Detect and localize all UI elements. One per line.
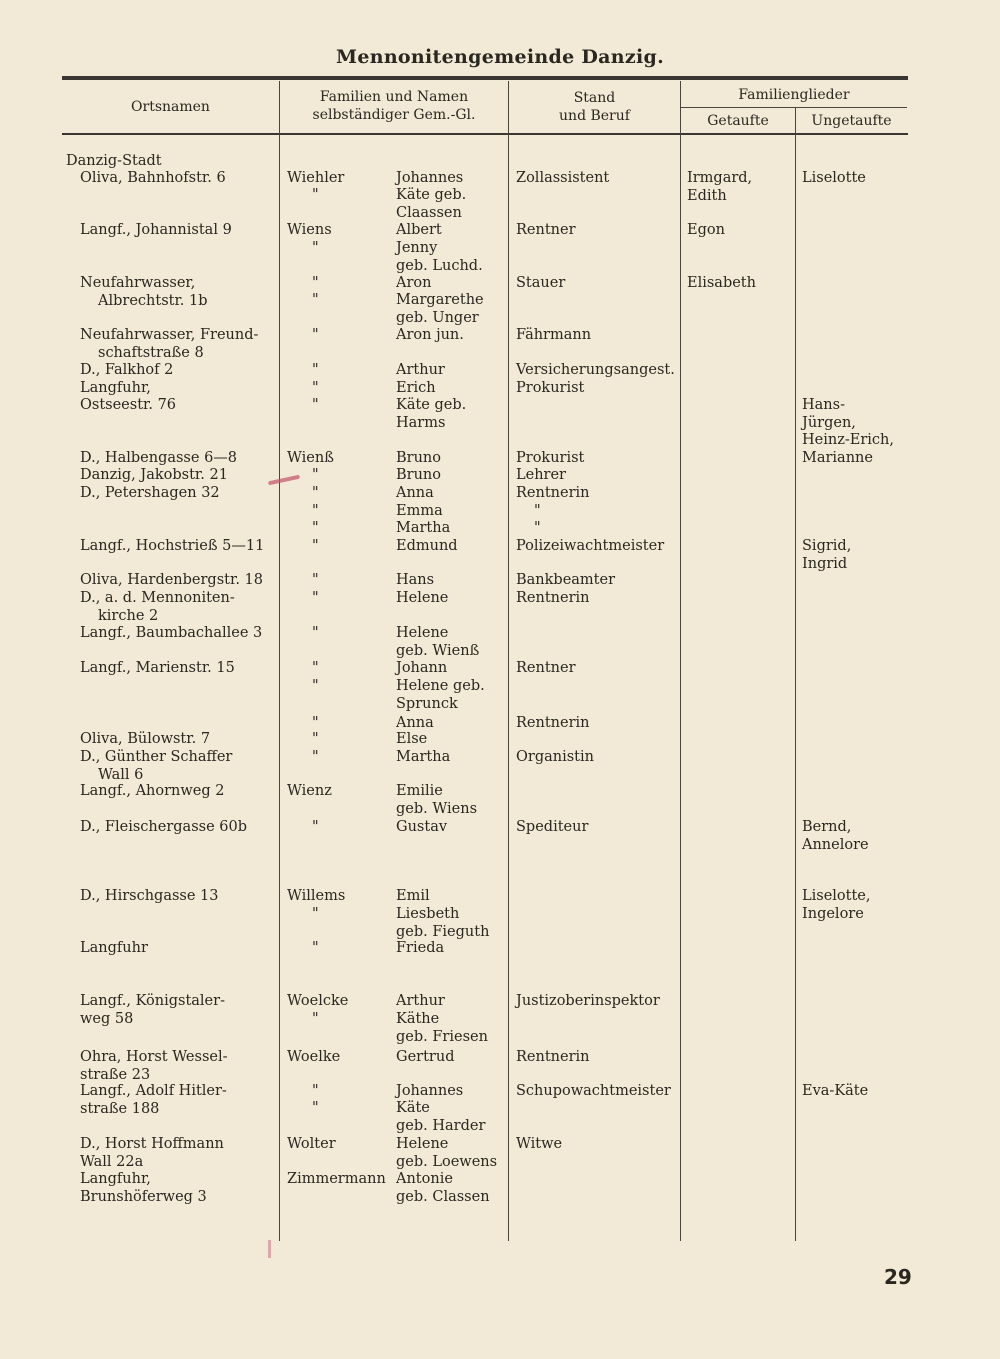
ditto-mark: ": [312, 1083, 319, 1099]
unbaptized-members-cell: Liselotte, Ingelore: [802, 888, 871, 922]
given-name-cell: Liesbeth geb. Fieguth: [396, 906, 490, 940]
family-name-cell: Wolter: [287, 1136, 336, 1152]
given-name-cell: Gertrud: [396, 1049, 455, 1065]
occupation-cell: ": [534, 520, 541, 536]
occupation-cell: Rentnerin: [516, 1049, 590, 1065]
given-name-cell: Johannes: [396, 170, 464, 186]
given-name-cell: Helene geb. Loewens: [396, 1136, 498, 1170]
address-cell: Langf., Adolf Hitler- straße 188: [80, 1083, 227, 1117]
top-rule: [62, 76, 908, 80]
occupation-cell: Rentnerin: [516, 715, 590, 731]
address-cell: Ostseestr. 76: [80, 397, 177, 413]
address-cell: D., Günther Schaffer Wall 6: [80, 749, 233, 783]
unbaptized-members-cell: Sigrid, Ingrid: [802, 538, 852, 572]
address-cell: Langf., Ahornweg 2: [80, 783, 225, 799]
occupation-cell: Fährmann: [516, 327, 592, 343]
ditto-mark: ": [312, 485, 319, 501]
address-cell: D., Fleischergasse 60b: [80, 819, 247, 835]
occupation-cell: Rentner: [516, 660, 576, 676]
occupation-cell: Rentnerin: [516, 590, 590, 606]
family-name-cell: Wiens: [287, 222, 332, 238]
family-name-cell: Woelcke: [287, 993, 349, 1009]
baptized-members-cell: Irmgard, Edith: [687, 170, 753, 204]
address-cell: Danzig, Jakobstr. 21: [80, 467, 228, 483]
family-name-cell: Woelke: [287, 1049, 341, 1065]
column-divider: [795, 108, 796, 1241]
ditto-mark: ": [312, 538, 319, 554]
given-name-cell: Aron: [396, 275, 432, 291]
given-name-cell: Arthur: [396, 993, 445, 1009]
page-number: 29: [884, 1265, 912, 1289]
occupation-cell: Zollassistent: [516, 170, 610, 186]
occupation-cell: Rentnerin: [516, 485, 590, 501]
ditto-mark: ": [312, 906, 319, 922]
address-cell: D., Halbengasse 6—8: [80, 450, 238, 466]
occupation-cell: Lehrer: [516, 467, 566, 483]
ditto-mark: ": [312, 503, 319, 519]
given-name-cell: Aron jun.: [396, 327, 464, 343]
family-name-cell: Wiehler: [287, 170, 345, 186]
given-name-cell: Käthe geb. Friesen: [396, 1011, 488, 1045]
occupation-cell: Prokurist: [516, 450, 585, 466]
address-cell: Langfuhr,: [80, 380, 151, 396]
address-cell: Neufahrwasser, Albrechtstr. 1b: [80, 275, 208, 309]
column-divider: [279, 81, 280, 1241]
address-cell: D., Petershagen 32: [80, 485, 220, 501]
occupation-cell: Schupowachtmeister: [516, 1083, 671, 1099]
given-name-cell: Erich: [396, 380, 436, 396]
header-ortsnamen: Ortsnamen: [131, 99, 210, 115]
pen-mark: [268, 1240, 271, 1258]
occupation-cell: ": [534, 503, 541, 519]
ditto-mark: ": [312, 678, 319, 694]
given-name-cell: Jenny geb. Luchd.: [396, 240, 483, 274]
address-cell: D., a. d. Mennoniten- kirche 2: [80, 590, 235, 624]
occupation-cell: Organistin: [516, 749, 594, 765]
header-familien: [280, 88, 508, 124]
occupation-cell: Bankbeamter: [516, 572, 616, 588]
subheader-rule: [681, 107, 907, 108]
given-name-cell: Else: [396, 731, 428, 747]
given-name-cell: Emilie geb. Wiens: [396, 783, 478, 817]
ditto-mark: ": [312, 731, 319, 747]
occupation-cell: Witwe: [516, 1136, 563, 1152]
unbaptized-members-cell: Hans- Jürgen, Heinz-Erich, Marianne: [802, 397, 894, 466]
given-name-cell: Antonie geb. Classen: [396, 1171, 490, 1205]
given-name-cell: Arthur: [396, 362, 445, 378]
column-divider: [680, 81, 681, 1241]
given-name-cell: Edmund: [396, 538, 458, 554]
ditto-mark: ": [312, 715, 319, 731]
ditto-mark: ": [312, 362, 319, 378]
ditto-mark: ": [312, 660, 319, 676]
column-divider: [508, 81, 509, 1241]
given-name-cell: Gustav: [396, 819, 448, 835]
header-stand: [509, 89, 680, 125]
header-getaufte: Getaufte: [707, 113, 769, 129]
ditto-mark: ": [312, 187, 319, 203]
page-title: Mennonitengemeinde Danzig.: [335, 46, 665, 68]
ditto-mark: ": [312, 520, 319, 536]
occupation-cell: Spediteur: [516, 819, 589, 835]
given-name-cell: Johannes: [396, 1083, 464, 1099]
header-familien-line1: Familien und Namen: [319, 89, 469, 105]
given-name-cell: Helene geb. Wienß: [396, 625, 480, 659]
ditto-mark: ": [312, 292, 319, 308]
given-name-cell: Martha: [396, 520, 451, 536]
given-name-cell: Margarethe geb. Unger: [396, 292, 484, 326]
address-cell: Langf., Marienstr. 15: [80, 660, 235, 676]
occupation-cell: Versicherungsangest.: [516, 362, 675, 378]
header-stand-line1: Stand: [573, 90, 616, 106]
address-cell: D., Falkhof 2: [80, 362, 174, 378]
given-name-cell: Anna: [396, 485, 434, 501]
occupation-cell: Polizeiwachtmeister: [516, 538, 665, 554]
given-name-cell: Helene: [396, 590, 449, 606]
ditto-mark: ": [312, 1100, 319, 1116]
unbaptized-members-cell: Eva-Käte: [802, 1083, 869, 1099]
given-name-cell: Emma: [396, 503, 443, 519]
given-name-cell: Bruno: [396, 450, 441, 466]
family-name-cell: Wienz: [287, 783, 332, 799]
given-name-cell: Käte geb. Harms: [396, 397, 467, 431]
given-name-cell: Johann: [396, 660, 448, 676]
header-rule: [62, 133, 908, 135]
given-name-cell: Käte geb. Claassen: [396, 187, 467, 221]
address-cell: Langf., Königstaler- weg 58: [80, 993, 225, 1027]
occupation-cell: Stauer: [516, 275, 566, 291]
ditto-mark: ": [312, 572, 319, 588]
address-cell: Langf., Hochstrieß 5—11: [80, 538, 265, 554]
given-name-cell: Käte geb. Harder: [396, 1100, 486, 1134]
family-name-cell: Zimmermann: [287, 1171, 386, 1187]
ditto-mark: ": [312, 819, 319, 835]
ditto-mark: ": [312, 1011, 319, 1027]
ditto-mark: ": [312, 275, 319, 291]
ditto-mark: ": [312, 749, 319, 765]
given-name-cell: Bruno: [396, 467, 441, 483]
address-cell: Langf., Baumbachallee 3: [80, 625, 263, 641]
unbaptized-members-cell: Liselotte: [802, 170, 866, 186]
header-familien-line2: selbständiger Gem.-Gl.: [312, 107, 476, 123]
ditto-mark: ": [312, 397, 319, 413]
header-ungetaufte: Ungetaufte: [811, 113, 892, 129]
address-cell: Langf., Johannistal 9: [80, 222, 232, 238]
given-name-cell: Anna: [396, 715, 434, 731]
given-name-cell: Hans: [396, 572, 435, 588]
ditto-mark: ": [312, 467, 319, 483]
family-name-cell: Wienß: [287, 450, 334, 466]
ditto-mark: ": [312, 380, 319, 396]
ditto-mark: ": [312, 240, 319, 256]
header-stand-line2: und Beruf: [559, 108, 630, 124]
address-cell: D., Hirschgasse 13: [80, 888, 219, 904]
ditto-mark: ": [312, 327, 319, 343]
occupation-cell: Justizoberinspektor: [516, 993, 660, 1009]
address-cell: Oliva, Hardenbergstr. 18: [80, 572, 263, 588]
address-cell: Neufahrwasser, Freund- schaftstraße 8: [80, 327, 259, 361]
unbaptized-members-cell: Bernd, Annelore: [802, 819, 869, 853]
section-heading: Danzig-Stadt: [66, 153, 162, 169]
baptized-members-cell: Elisabeth: [687, 275, 756, 291]
address-cell: Oliva, Bahnhofstr. 6: [80, 170, 226, 186]
given-name-cell: Helene geb. Sprunck: [396, 678, 485, 712]
ditto-mark: ": [312, 590, 319, 606]
ditto-mark: ": [312, 625, 319, 641]
address-cell: Oliva, Bülowstr. 7: [80, 731, 211, 747]
occupation-cell: Prokurist: [516, 380, 585, 396]
header-familienglieder: Familienglieder: [738, 87, 850, 103]
given-name-cell: Emil: [396, 888, 430, 904]
address-cell: D., Horst Hoffmann Wall 22a: [80, 1136, 224, 1170]
address-cell: Langfuhr, Brunshöferweg 3: [80, 1171, 207, 1205]
occupation-cell: Rentner: [516, 222, 576, 238]
address-cell: Langfuhr: [80, 940, 148, 956]
address-cell: Ohra, Horst Wessel- straße 23: [80, 1049, 228, 1083]
ditto-mark: ": [312, 940, 319, 956]
baptized-members-cell: Egon: [687, 222, 725, 238]
given-name-cell: Albert: [396, 222, 442, 238]
family-name-cell: Willems: [287, 888, 346, 904]
given-name-cell: Frieda: [396, 940, 445, 956]
given-name-cell: Martha: [396, 749, 451, 765]
